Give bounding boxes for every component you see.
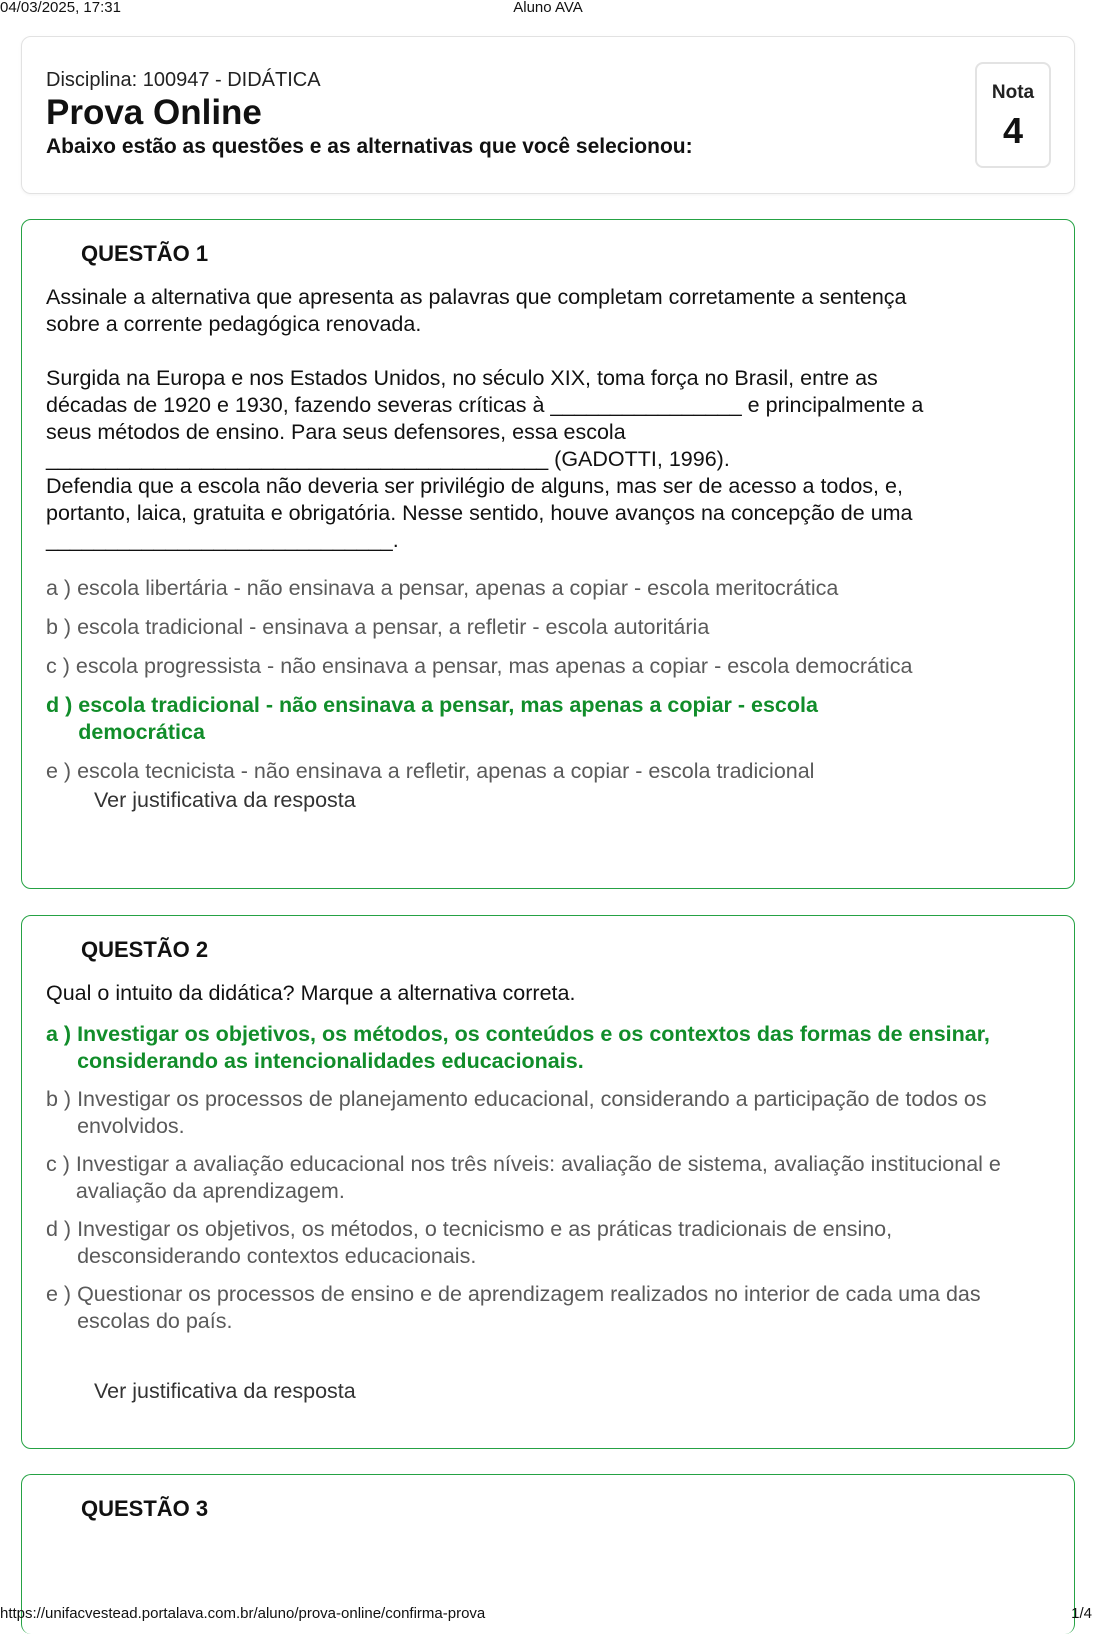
option-c[interactable]	[46, 653, 1056, 680]
option-text: Investigar os processos de planejamento educacional, considerando a participação de todos os envolvidos.	[77, 1087, 987, 1138]
options-list	[46, 1021, 1056, 1335]
question-stem	[46, 284, 1046, 554]
option-b[interactable]	[46, 1086, 1006, 1140]
option-letter: e )	[46, 1282, 78, 1306]
option-e[interactable]	[46, 758, 1056, 785]
option-letter: a )	[46, 576, 78, 600]
question-title: QUESTÃO 1	[81, 241, 209, 266]
print-page-number: 1/4	[1071, 1605, 1092, 1622]
option-text: escola tradicional - não ensinava a pensar, mas apenas a copiar - escola democrática	[78, 693, 818, 744]
option-text: escola tecnicista - não ensinava a refletir, apenas a copiar - escola tradicional	[77, 759, 815, 783]
stem-line: sobre a corrente pedagógica renovada.	[46, 312, 422, 336]
grade-value: 4	[1002, 110, 1024, 151]
page-title: Prova Online	[46, 93, 262, 132]
option-a-selected-correct[interactable]	[46, 1021, 1006, 1075]
print-footer	[0, 1604, 1096, 1624]
option-text: escola progressista - não ensinava a pensar, mas apenas a copiar - escola democrática	[75, 654, 913, 678]
option-text: Investigar a avaliação educacional nos três níveis: avaliação de sistema, avaliação institucional e avaliação da aprendizagem.	[75, 1152, 1001, 1203]
option-e[interactable]	[46, 1281, 1046, 1335]
grade-badge	[975, 62, 1051, 168]
option-letter: b )	[46, 615, 78, 639]
question-stem	[46, 980, 1046, 1007]
option-letter: d )	[46, 1217, 78, 1241]
option-text: Questionar os processos de ensino e de aprendizagem realizados no interior de cada uma das escolas do país.	[77, 1282, 981, 1333]
question-title: QUESTÃO 3	[81, 1496, 209, 1521]
option-letter: e )	[46, 759, 78, 783]
discipline-label: Disciplina: 100947 - DIDÁTICA	[46, 69, 321, 91]
option-c[interactable]	[46, 1151, 1006, 1205]
option-letter: c )	[46, 654, 76, 678]
grade-label: Nota	[991, 82, 1035, 103]
question-card-2	[21, 915, 1075, 1449]
stem-line: portanto, laica, gratuita e obrigatória. Nesse sentido, houve avanços na concepção de uma	[46, 501, 913, 525]
print-header	[0, 0, 1096, 20]
option-b[interactable]	[46, 614, 1056, 641]
question-card-1	[21, 219, 1075, 889]
question-title: QUESTÃO 2	[81, 937, 209, 962]
stem-line: __________________________________________ (GADOTTI, 1996).	[46, 447, 730, 471]
option-a[interactable]	[46, 575, 1056, 602]
stem-line: seus métodos de ensino. Para seus defensores, essa escola	[46, 420, 626, 444]
print-datetime: 04/03/2025, 17:31	[0, 0, 121, 16]
option-letter: a )	[46, 1022, 78, 1046]
option-letter: c )	[46, 1152, 76, 1176]
option-text: Investigar os objetivos, os métodos, os conteúdos e os contextos das formas de ensinar, considerando as intencionalidades educacionais.	[77, 1022, 990, 1073]
stem-gap	[46, 338, 1046, 365]
view-justification-link[interactable]: Ver justificativa da resposta	[94, 1379, 356, 1403]
stem-line: _____________________________.	[46, 528, 399, 552]
option-letter: b )	[46, 1087, 78, 1111]
option-text: Investigar os objetivos, os métodos, o tecnicismo e as práticas tradicionais de ensino, desconsiderando contextos educacionais.	[77, 1217, 893, 1268]
view-justification-link[interactable]: Ver justificativa da resposta	[94, 788, 356, 812]
stem-line: Assinale a alternativa que apresenta as palavras que completam corretamente a sentença	[46, 285, 907, 309]
print-url: https://unifacvestead.portalava.com.br/aluno/prova-online/confirma-prova	[0, 1605, 486, 1622]
stem-line: Qual o intuito da didática? Marque a alternativa correta.	[46, 981, 576, 1005]
option-text: escola tradicional - ensinava a pensar, a refletir - escola autoritária	[77, 615, 710, 639]
page-subtitle: Abaixo estão as questões e as alternativas que você selecionou:	[46, 135, 693, 158]
stem-line: Surgida na Europa e nos Estados Unidos, no século XIX, toma força no Brasil, entre as	[46, 366, 878, 390]
exam-header-card	[21, 36, 1075, 194]
option-d-selected-correct[interactable]	[46, 692, 896, 746]
print-page-title: Aluno AVA	[513, 0, 583, 16]
option-text: escola libertária - não ensinava a pensar, apenas a copiar - escola meritocrática	[77, 576, 839, 600]
option-d[interactable]	[46, 1216, 1006, 1270]
options-list	[46, 575, 1056, 785]
option-letter: d )	[46, 693, 79, 717]
stem-line: Defendia que a escola não deveria ser privilégio de alguns, mas ser de acesso a todos, e,	[46, 474, 903, 498]
stem-line: décadas de 1920 e 1930, fazendo severas críticas à ________________ e principalmente a	[46, 393, 924, 417]
